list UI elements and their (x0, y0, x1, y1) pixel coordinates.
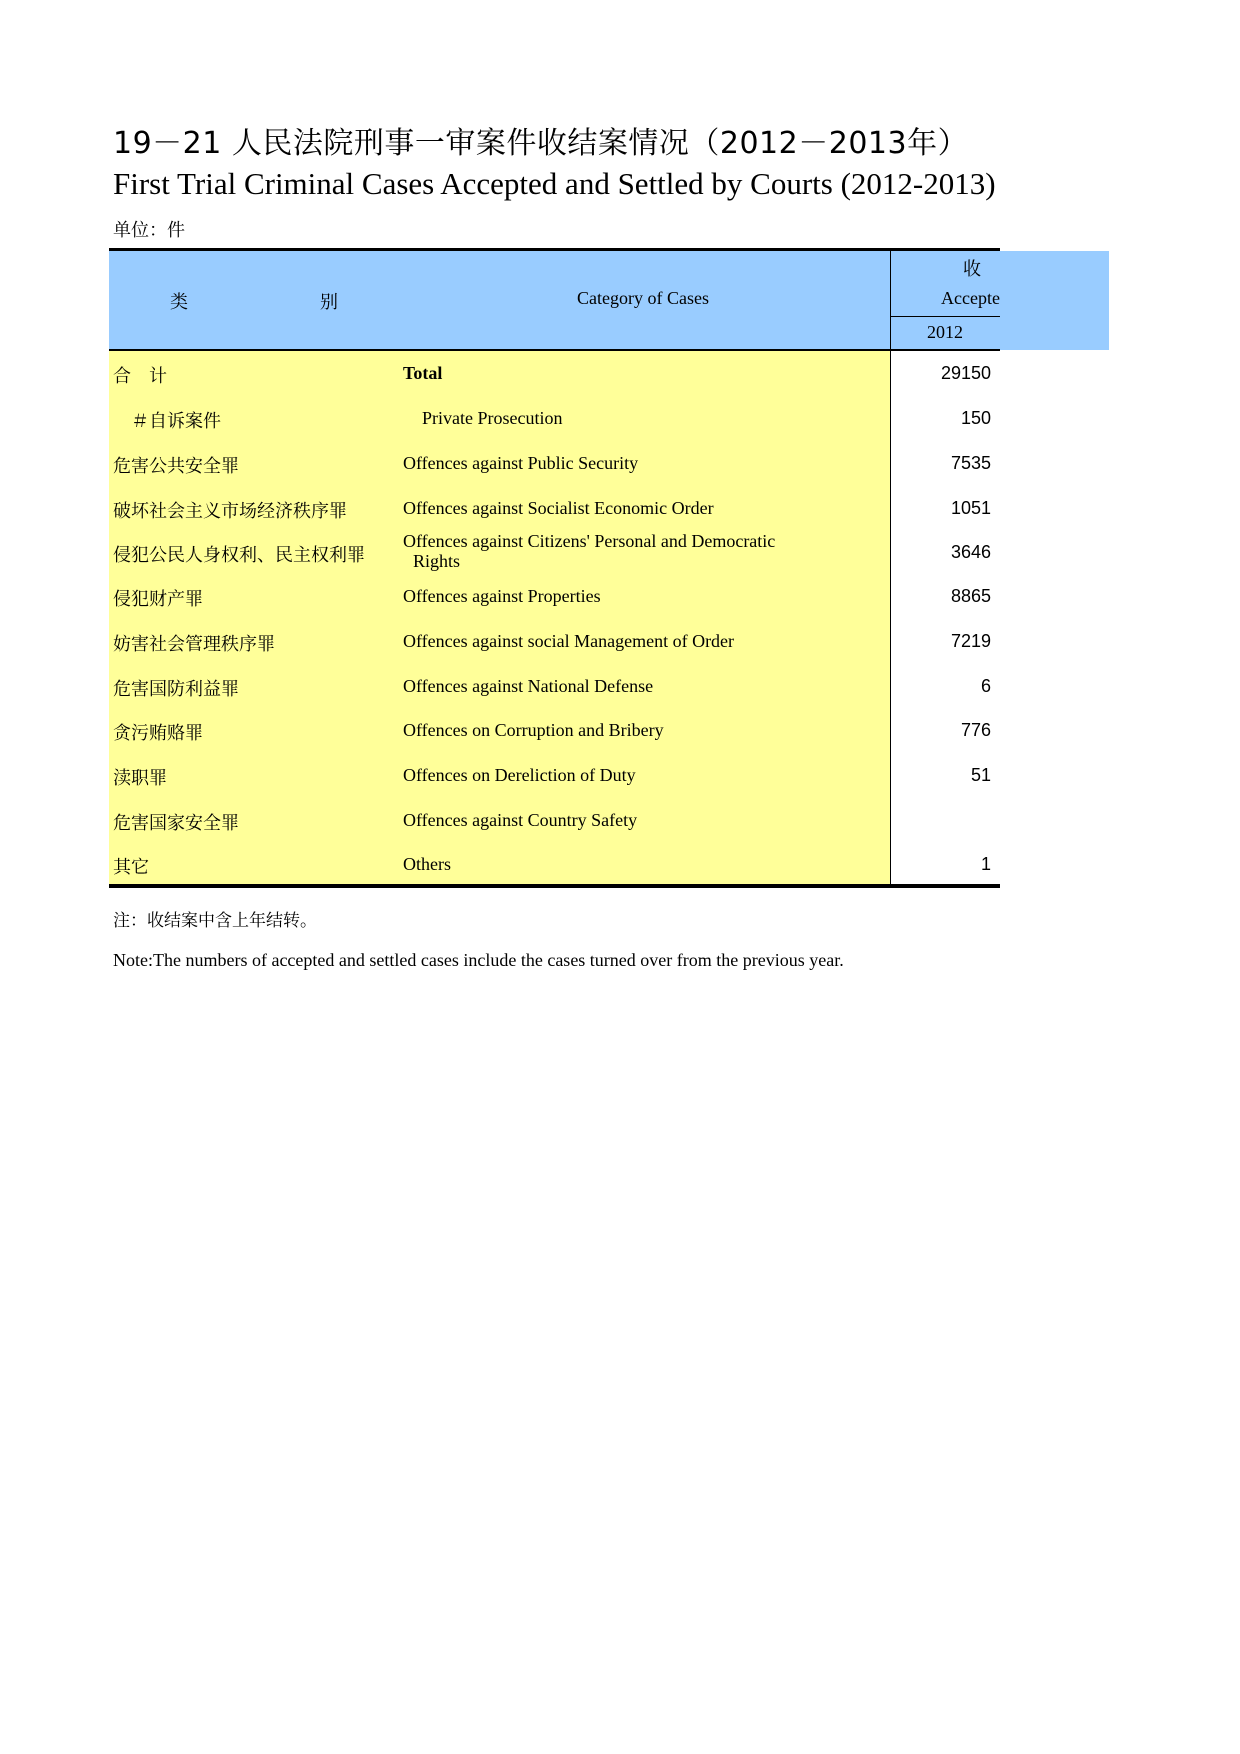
row-label-en: Offences on Dereliction of Duty (403, 765, 636, 785)
table-row (109, 709, 1000, 754)
table-row (109, 665, 1000, 710)
row-label-cn: 渎职罪 (113, 768, 167, 789)
row-value: 1 (980, 854, 991, 874)
row-value: 776 (960, 720, 991, 740)
row-label-cn: 危害国防利益罪 (113, 679, 239, 700)
row-label-en: Others (403, 854, 451, 874)
row-label-cn: 其它 (113, 857, 149, 878)
row-label-en: Offences on Corruption and Bribery (403, 720, 664, 740)
table-row (109, 396, 1000, 441)
header-year: 2012 (927, 322, 963, 342)
table-row (109, 441, 1000, 486)
table-row (109, 620, 1000, 665)
row-value: 8865 (950, 586, 991, 606)
table-top-rule (109, 248, 1000, 251)
note-cn: 注：收结案中含上年结转。 (113, 911, 317, 931)
row-label-en: Total (403, 363, 443, 383)
table-row (109, 754, 1000, 799)
table-row (109, 486, 1000, 531)
row-label-en: Offences against Socialist Economic Order (403, 498, 714, 518)
row-label-en: Offences against social Management of Order (403, 631, 735, 651)
row-label-en: Offences against Citizens' Personal and Democratic (403, 531, 776, 551)
row-label-cn: 贪污贿赂罪 (113, 723, 203, 744)
row-value: 3646 (950, 542, 991, 562)
row-label-en: Private Prosecution (422, 408, 563, 428)
row-label-cn: 侵犯财产罪 (113, 589, 203, 610)
row-value: 7219 (950, 631, 991, 651)
row-value: 29150 (940, 363, 991, 383)
table-row (109, 530, 1000, 575)
row-label-cn: 妨害社会管理秩序罪 (113, 634, 275, 655)
row-label-cn: 危害国家安全罪 (113, 813, 239, 834)
header-category-cn-2: 别 (320, 292, 338, 313)
row-label-cn: 危害公共安全罪 (113, 456, 239, 477)
row-value: 51 (970, 765, 991, 785)
page-title-cn: 19－21 人民法院刑事一审案件收结案情况（2012－2013年） (113, 126, 969, 161)
row-value: 150 (960, 408, 991, 428)
row-label-en: Offences against Public Security (403, 453, 639, 473)
table-row (109, 575, 1000, 620)
header-accepted-cn: 收 (963, 259, 981, 280)
note-en: Note:The numbers of accepted and settled cases include the cases turned over from the previous year. (113, 950, 844, 970)
header-category-en: Category of Cases (577, 288, 709, 308)
unit-label: 单位：件 (113, 220, 185, 241)
table-row (109, 799, 1000, 844)
row-value: 6 (980, 676, 991, 696)
table-row (109, 351, 1000, 396)
row-label-en-line2: Rights (413, 551, 461, 571)
row-label-cn: 合 计 (113, 366, 167, 387)
row-label-cn: 破坏社会主义市场经济秩序罪 (113, 501, 347, 522)
row-value: 7535 (950, 453, 991, 473)
table-bottom-rule (109, 884, 1000, 888)
row-label-en: Offences against National Defense (403, 676, 654, 696)
row-label-cn: 侵犯公民人身权利、民主权利罪 (113, 545, 365, 566)
page-title-en: First Trial Criminal Cases Accepted and Settled by Courts (2012-2013) (113, 166, 996, 201)
row-label-cn: ＃自诉案件 (113, 411, 221, 432)
header-category-cn-1: 类 (170, 292, 188, 313)
row-label-en: Offences against Country Safety (403, 810, 638, 830)
row-value: 1051 (950, 498, 991, 518)
table-row (109, 843, 1000, 888)
row-label-en: Offences against Properties (403, 586, 601, 606)
header-split-rule (891, 316, 1000, 317)
header-accepted-en: Accepte (941, 288, 1000, 308)
